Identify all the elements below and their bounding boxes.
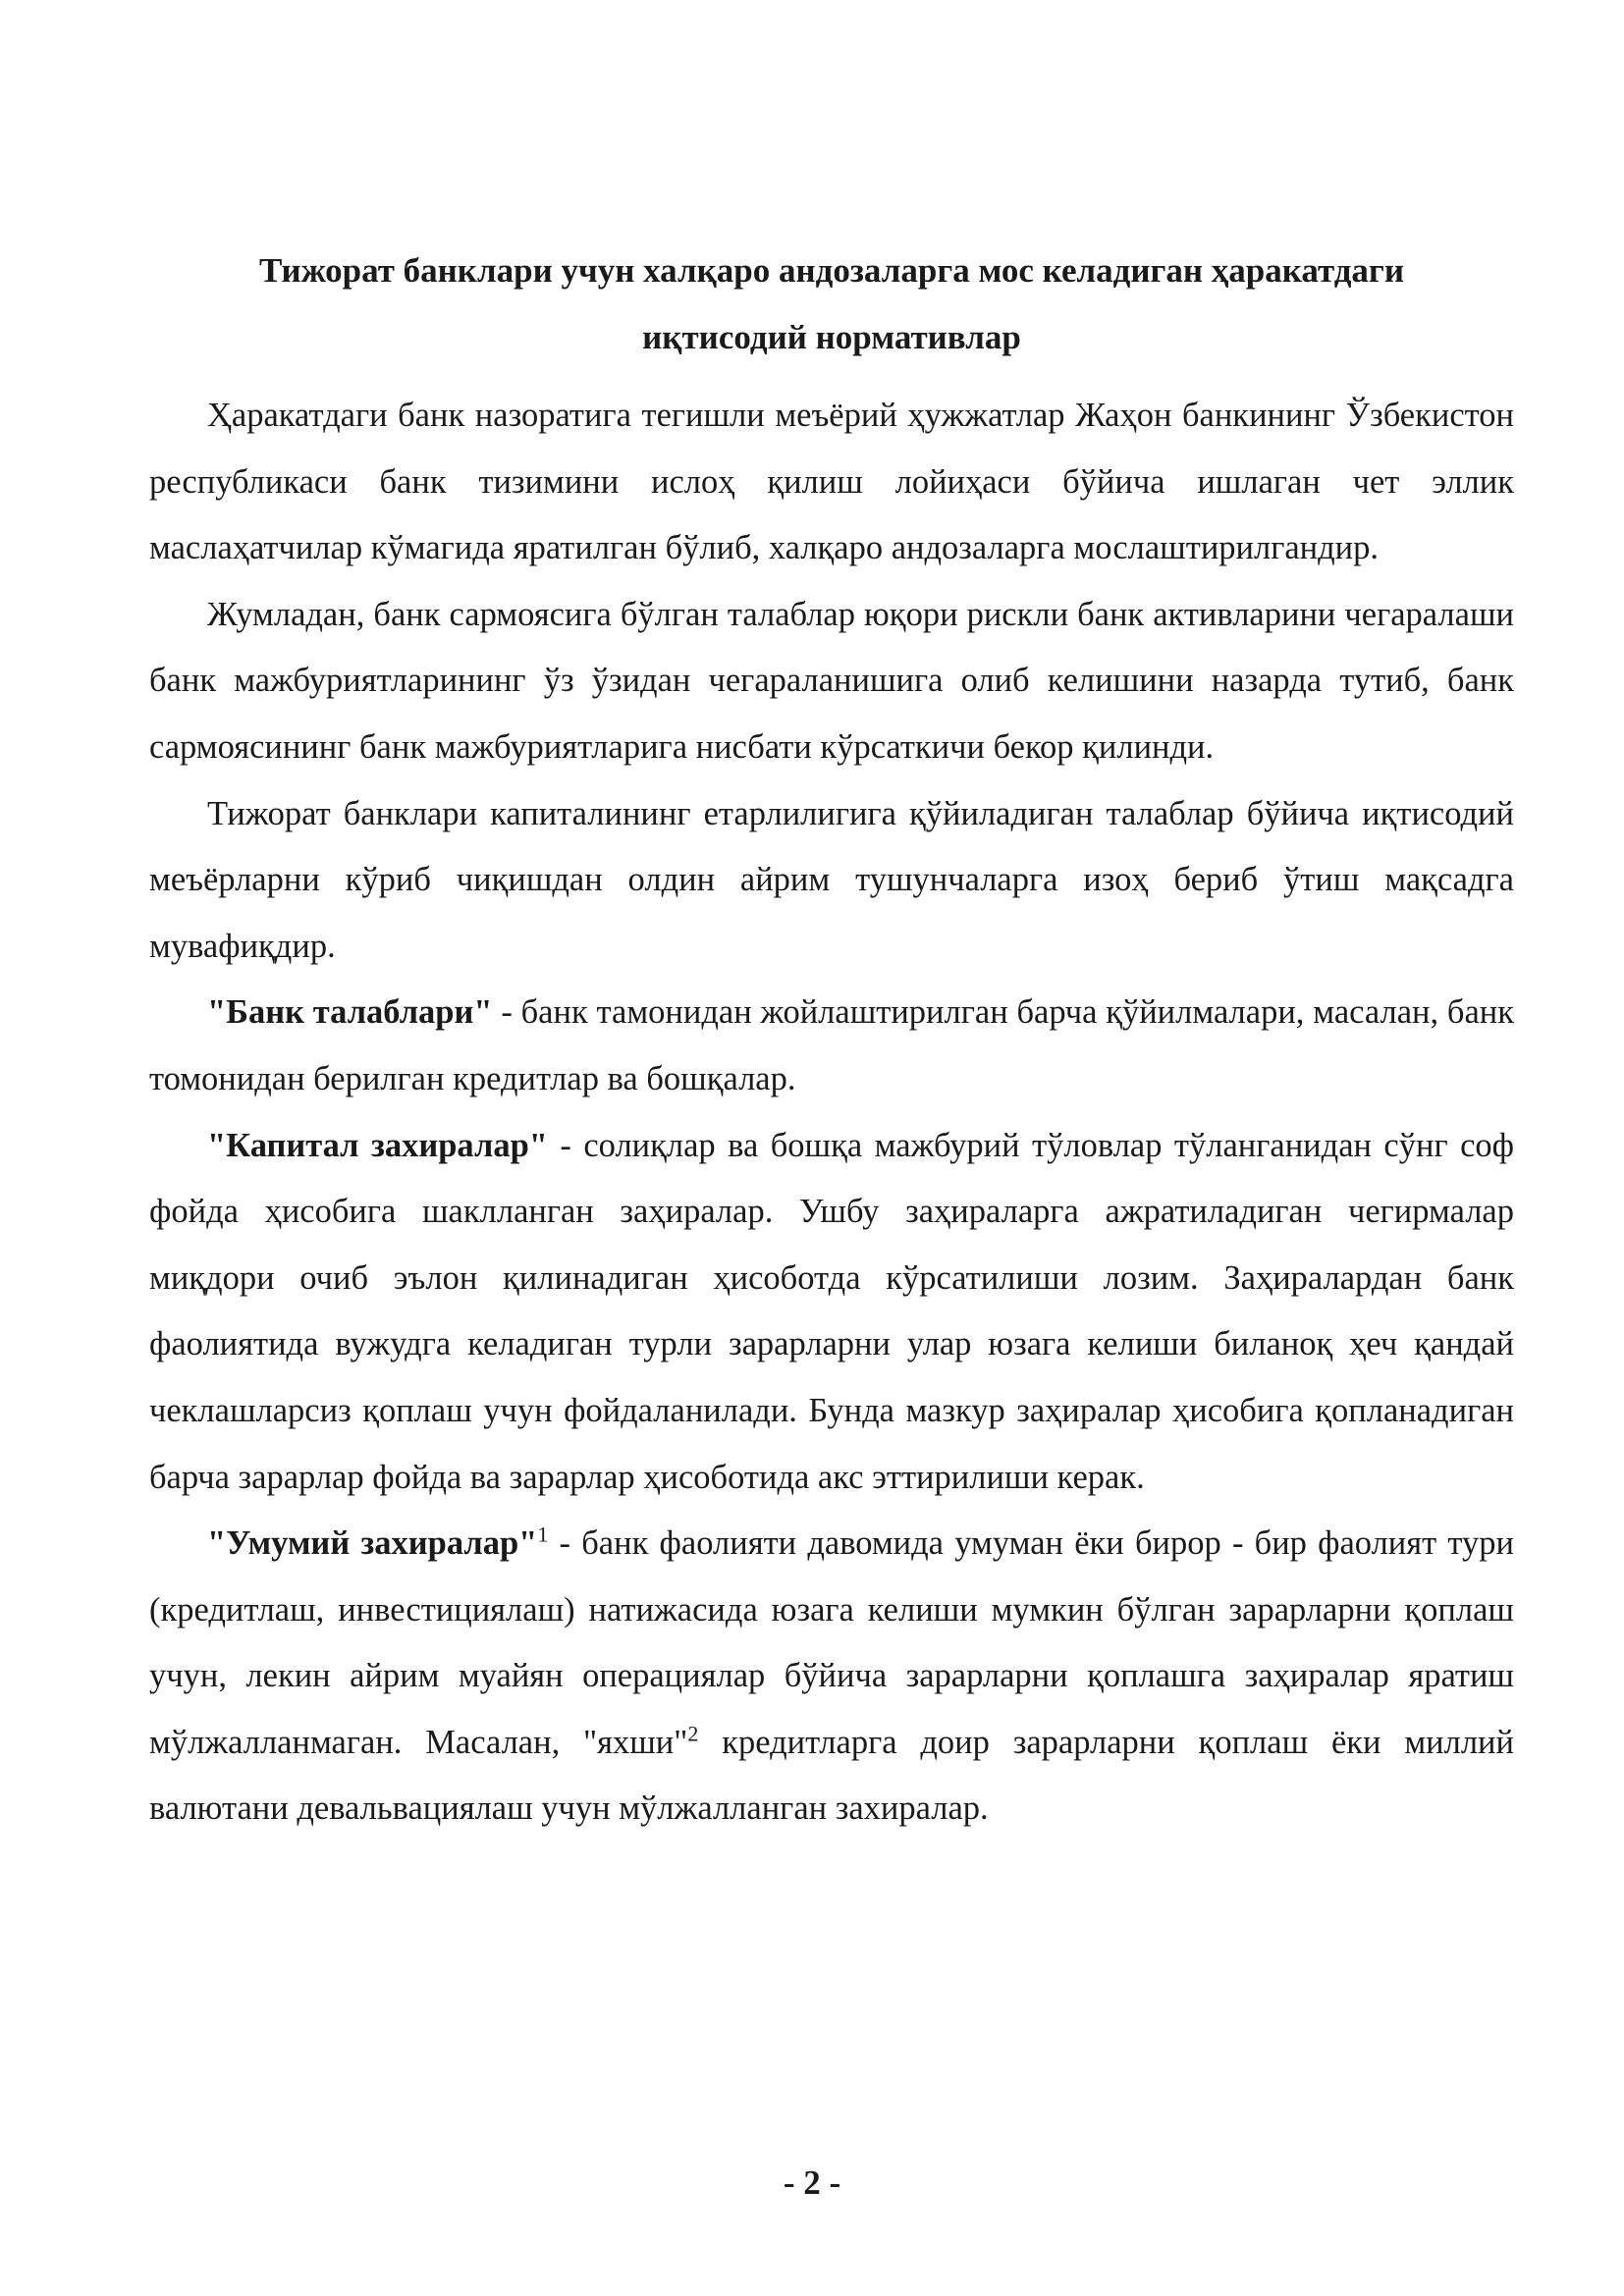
document-body [149,238,1514,1842]
paragraph-text: Тижорат банклари капиталининг етарлилигига қўйиладиган талаблар бўйича иқтисодий меъёрларни кўриб чиқишдан олдин айрим тушунчаларга изоҳ бериб ўтиш мақсадга мувафиқдир. [149,794,1514,965]
footnote-marker: 2 [687,1721,699,1746]
page-number: - 2 - [783,2163,841,2202]
definition-general-reserves [149,1511,1514,1842]
paragraph-intro [149,383,1514,582]
paragraph-text: Ҳаракатдаги банк назоратига тегишли меъёрий ҳужжатлар Жаҳон банкининг Ўзбекистон республикаси банк тизимини ислоҳ қилиш лойиҳаси бўйича ишлаган чет эллик маслаҳатчилар кўмагида яратилган бўлиб, халқаро андозаларга мослаштирилгандир. [149,397,1514,567]
definition-term: "Банк талаблари" [207,993,493,1032]
definition-bank-claims [149,980,1514,1112]
paragraph-capital-requirements [149,582,1514,781]
title-line-1: Тижорат банклари учун халқаро андозаларга мос келадиган ҳаракатдаги [258,251,1404,290]
title-line-2: иқтисодий нормативлар [642,318,1021,356]
definition-text: - солиқлар ва бошқа мажбурий тўловлар тўланганидан сўнг соф фойда ҳисобига шаклланган заҳиралар. Ушбу заҳираларга ажратиладиган чегирмалар миқдори очиб эълон қилинадиган ҳисоботда кўрсатилиши лозим. Заҳиралардан банк фаолиятида вужудга келадиган турли зарарларни улар юзага келиши биланоқ ҳеч қандай чеклашларсиз қоплаш учун фойдаланилади. Бунда мазкур заҳиралар ҳисобига қопланадиган барча зарарлар фойда ва зарарлар ҳисоботида акс эттирилиши керак. [149,1126,1514,1496]
document-title [149,238,1514,371]
paragraph-concepts [149,781,1514,981]
definition-term: "Умумий захиралар" [207,1524,538,1563]
paragraph-text: Жумладан, банк сармоясига бўлган талаблар юқори рискли банк активларини чегаралаши банк мажбуриятларининг ўз ўзидан чегараланишига олиб келишини назарда тутиб, банк сармоясининг банк мажбуриятларига нисбати кўрсаткичи бекор қилинди. [149,595,1514,766]
definition-text: - банк тамонидан жойлаштирилган барча қўйилмалари, масалан, банк томонидан берилган кредитлар ва бошқалар. [149,993,1515,1097]
definition-text-continued: кредитларга доир зарарларни қоплаш ёки миллий валютани девальвациялаш учун мўлжалланган захиралар. [149,1723,1514,1828]
definition-capital-reserves [149,1113,1514,1512]
definition-term: "Капитал захиралар" [207,1126,548,1164]
footnote-marker: 1 [537,1522,549,1547]
definition-text: - банк фаолияти давомида умуман ёки бирор - бир фаолият тури (кредитлаш, инвестициялаш) натижасида юзага келиши мумкин бўлган зарарларни қоплаш учун, лекин айрим муайян операциялар бўйича зарарларни қоплашга заҳиралар яратиш мўлжалланмаган. Масалан, "яхши" [149,1524,1515,1761]
